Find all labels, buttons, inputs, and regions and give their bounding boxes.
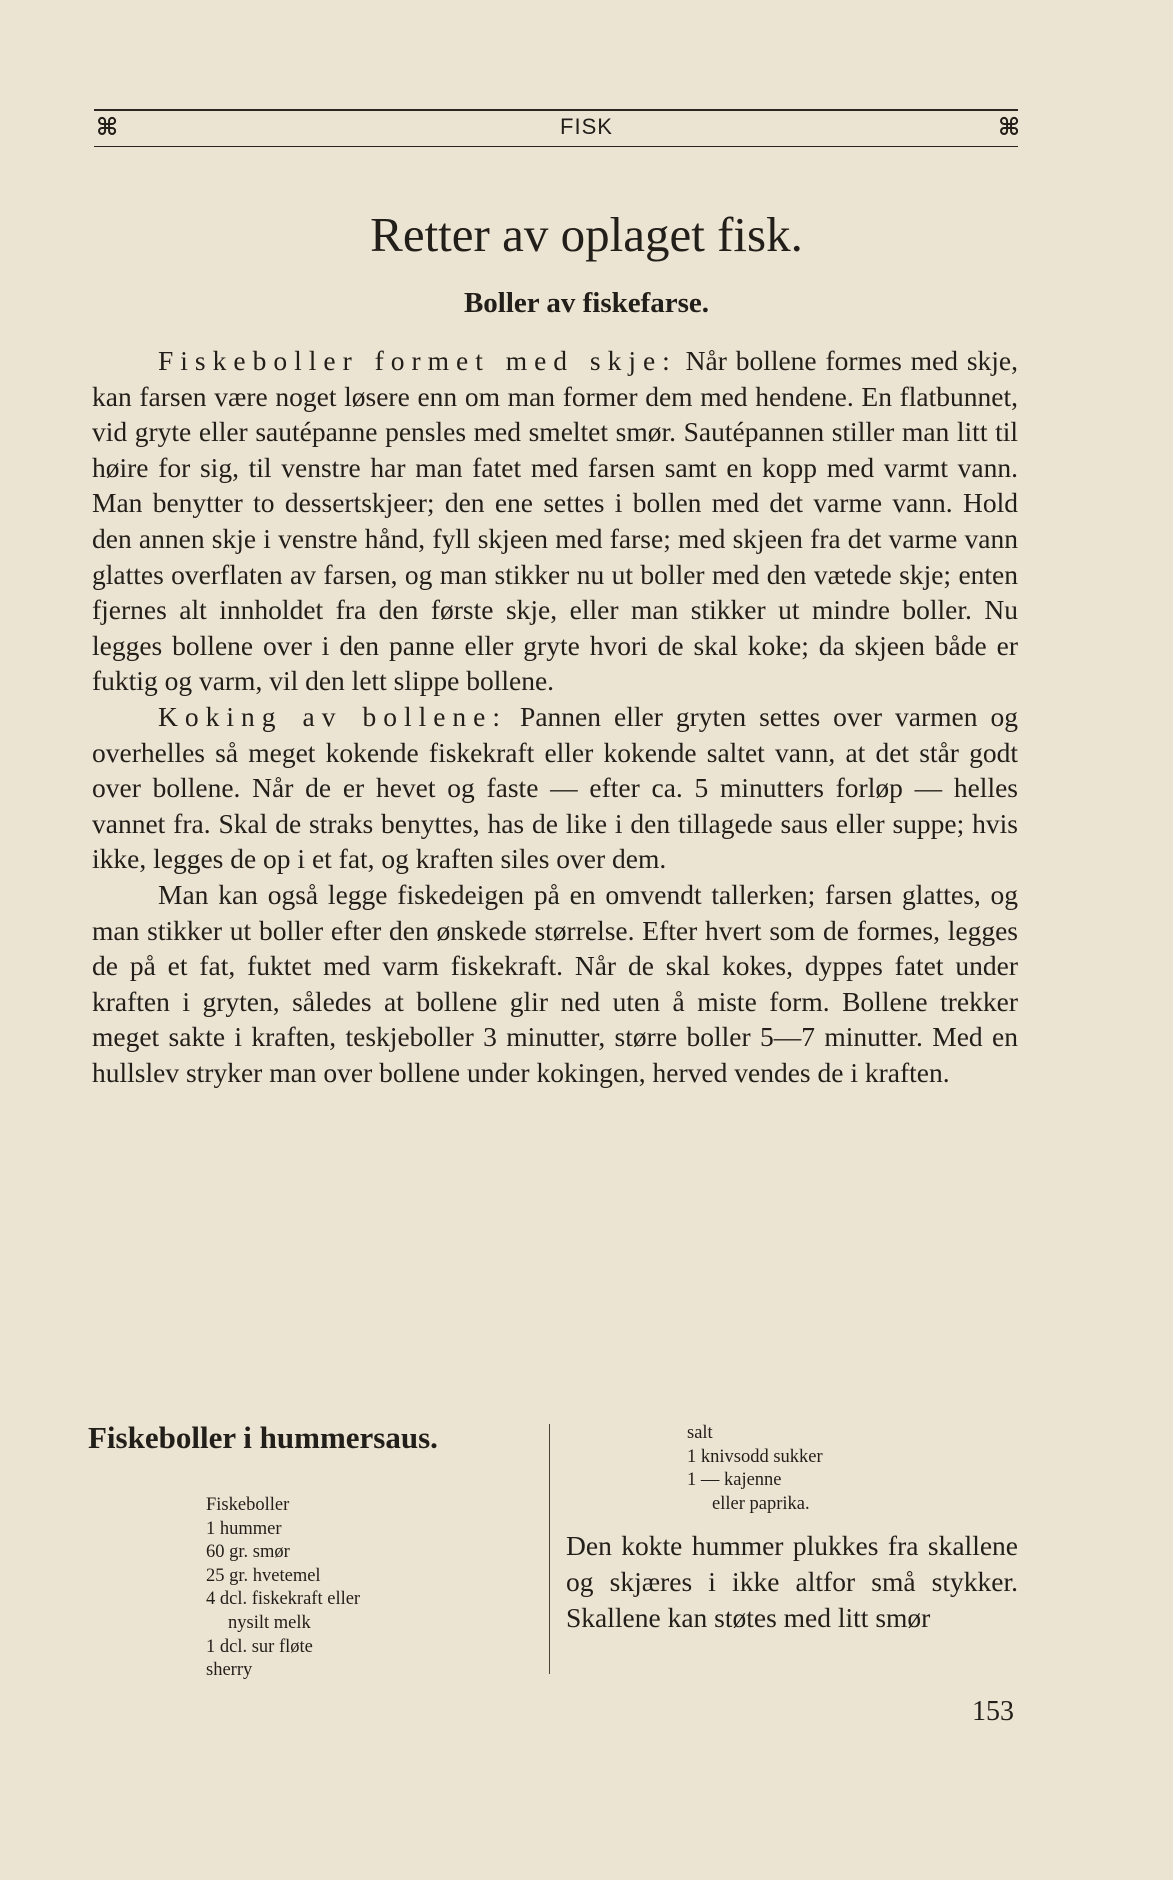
running-header-title: FISK [560, 114, 613, 139]
paragraph-body-boiling: Pannen eller gryten settes over varmen og overhelles så meget kokende fiskekraft eller kokende saltet vann, at det står godt over bollene. Når de er hevet og faste — efter ca. 5 minutters forløp — helles vannet fra. Skal de straks benyttes, has de like i den tillagede saus eller suppe; hvis ikke, legges de op i et fat, og kraften siles over dem. [92, 700, 1019, 875]
page-number: 153 [972, 1696, 1014, 1727]
ingredient-list-right [687, 1422, 1018, 1516]
header-rule-bottom [94, 146, 1018, 147]
ingredient-item: 1 — kajenne [687, 1470, 782, 1491]
paragraph-plate-method: Man kan også legge fiskedeigen på en omvendt tallerken; farsen glattes, og man stikker ut boller efter den ønskede størrelse. Efter hvert som de formes, legges de på et fat, fuktet med varm fiskekraft. Når de skal kokes, dyppes fatet under kraften i gryten, således at bollene glir ned uten å miste form. Bollene trekker meget sakte i kraften, teskjeboller 3 minutter, større boller 5—7 minutter. Med en hullslev stryker man over bollene under kokingen, herved vendes de i kraften. [92, 878, 1018, 1088]
paragraph-lead-spoon: Fiskeboller formet med skje: [158, 345, 677, 376]
recipe-title: Fiskeboller i hummersaus. [88, 1420, 438, 1455]
paragraph-body-spoon: Når bollene formes med skje, kan farsen være noget løsere enn om man former dem med hendene. En flatbunnet, vid gryte eller sautépanne pensles med smeltet smør. Sautépannen stiller man litt til høire for sig, til venstre har man fatet med farsen samt en kopp med varmt vann. Man benytter to dessertskjeer; den ene settes i bollen med det varme vann. Hold den annen skje i venstre hånd, fyll skjeen med farse; med skjeen fra det varme vann glattes overflaten av farsen, og man stikker nu ut boller med den vætede skje; enten fjernes alt innholdet fra den første skje, eller man stikker ut mindre boller. Nu legges bollene over i den panne eller gryte hvori de skal koke; da skjeen både er fuktig og varm, vil den lett slippe bollene. [92, 345, 1018, 697]
recipe-right-column [566, 1416, 1018, 1635]
ingredient-item: salt [687, 1423, 713, 1443]
header-ornament-right-icon: ⌘ [998, 113, 1021, 141]
ingredient-item: 60 gr. smør [206, 1542, 290, 1563]
recipe-left-column [88, 1416, 536, 1683]
header-rule-top [94, 109, 1018, 111]
ingredient-item: nysilt melk [228, 1612, 311, 1633]
ingredient-item: 1 knivsodd sukker [687, 1446, 823, 1467]
section-subtitle: Boller av fiskefarse. [463, 287, 710, 319]
body-text [92, 343, 1018, 1090]
paragraph-spoon-formed [92, 343, 1018, 699]
column-divider [549, 1424, 550, 1674]
paragraph-lead-boiling: Koking av bollene: [158, 700, 508, 732]
header-ornament-left-icon: ⌘ [96, 113, 119, 141]
ingredient-item: 1 hummer [206, 1518, 282, 1539]
ingredient-item: sherry [206, 1660, 253, 1681]
recipe-method: Den kokte hummer plukkes fra skallene og skjæres i ikke altfor små stykker. Skallene kan støtes med litt smør [566, 1530, 1018, 1633]
ingredient-item: Fiskeboller [206, 1495, 290, 1515]
ingredient-item: 1 dcl. sur fløte [206, 1636, 313, 1657]
ingredient-item: 25 gr. hvetemel [206, 1565, 321, 1586]
ingredient-list-left [206, 1494, 536, 1683]
ingredient-item: 4 dcl. fiskekraft eller [206, 1589, 361, 1610]
chapter-title: Retter av oplaget fisk. [370, 207, 803, 262]
ingredient-item: eller paprika. [712, 1493, 810, 1514]
paragraph-boiling [92, 699, 1018, 877]
